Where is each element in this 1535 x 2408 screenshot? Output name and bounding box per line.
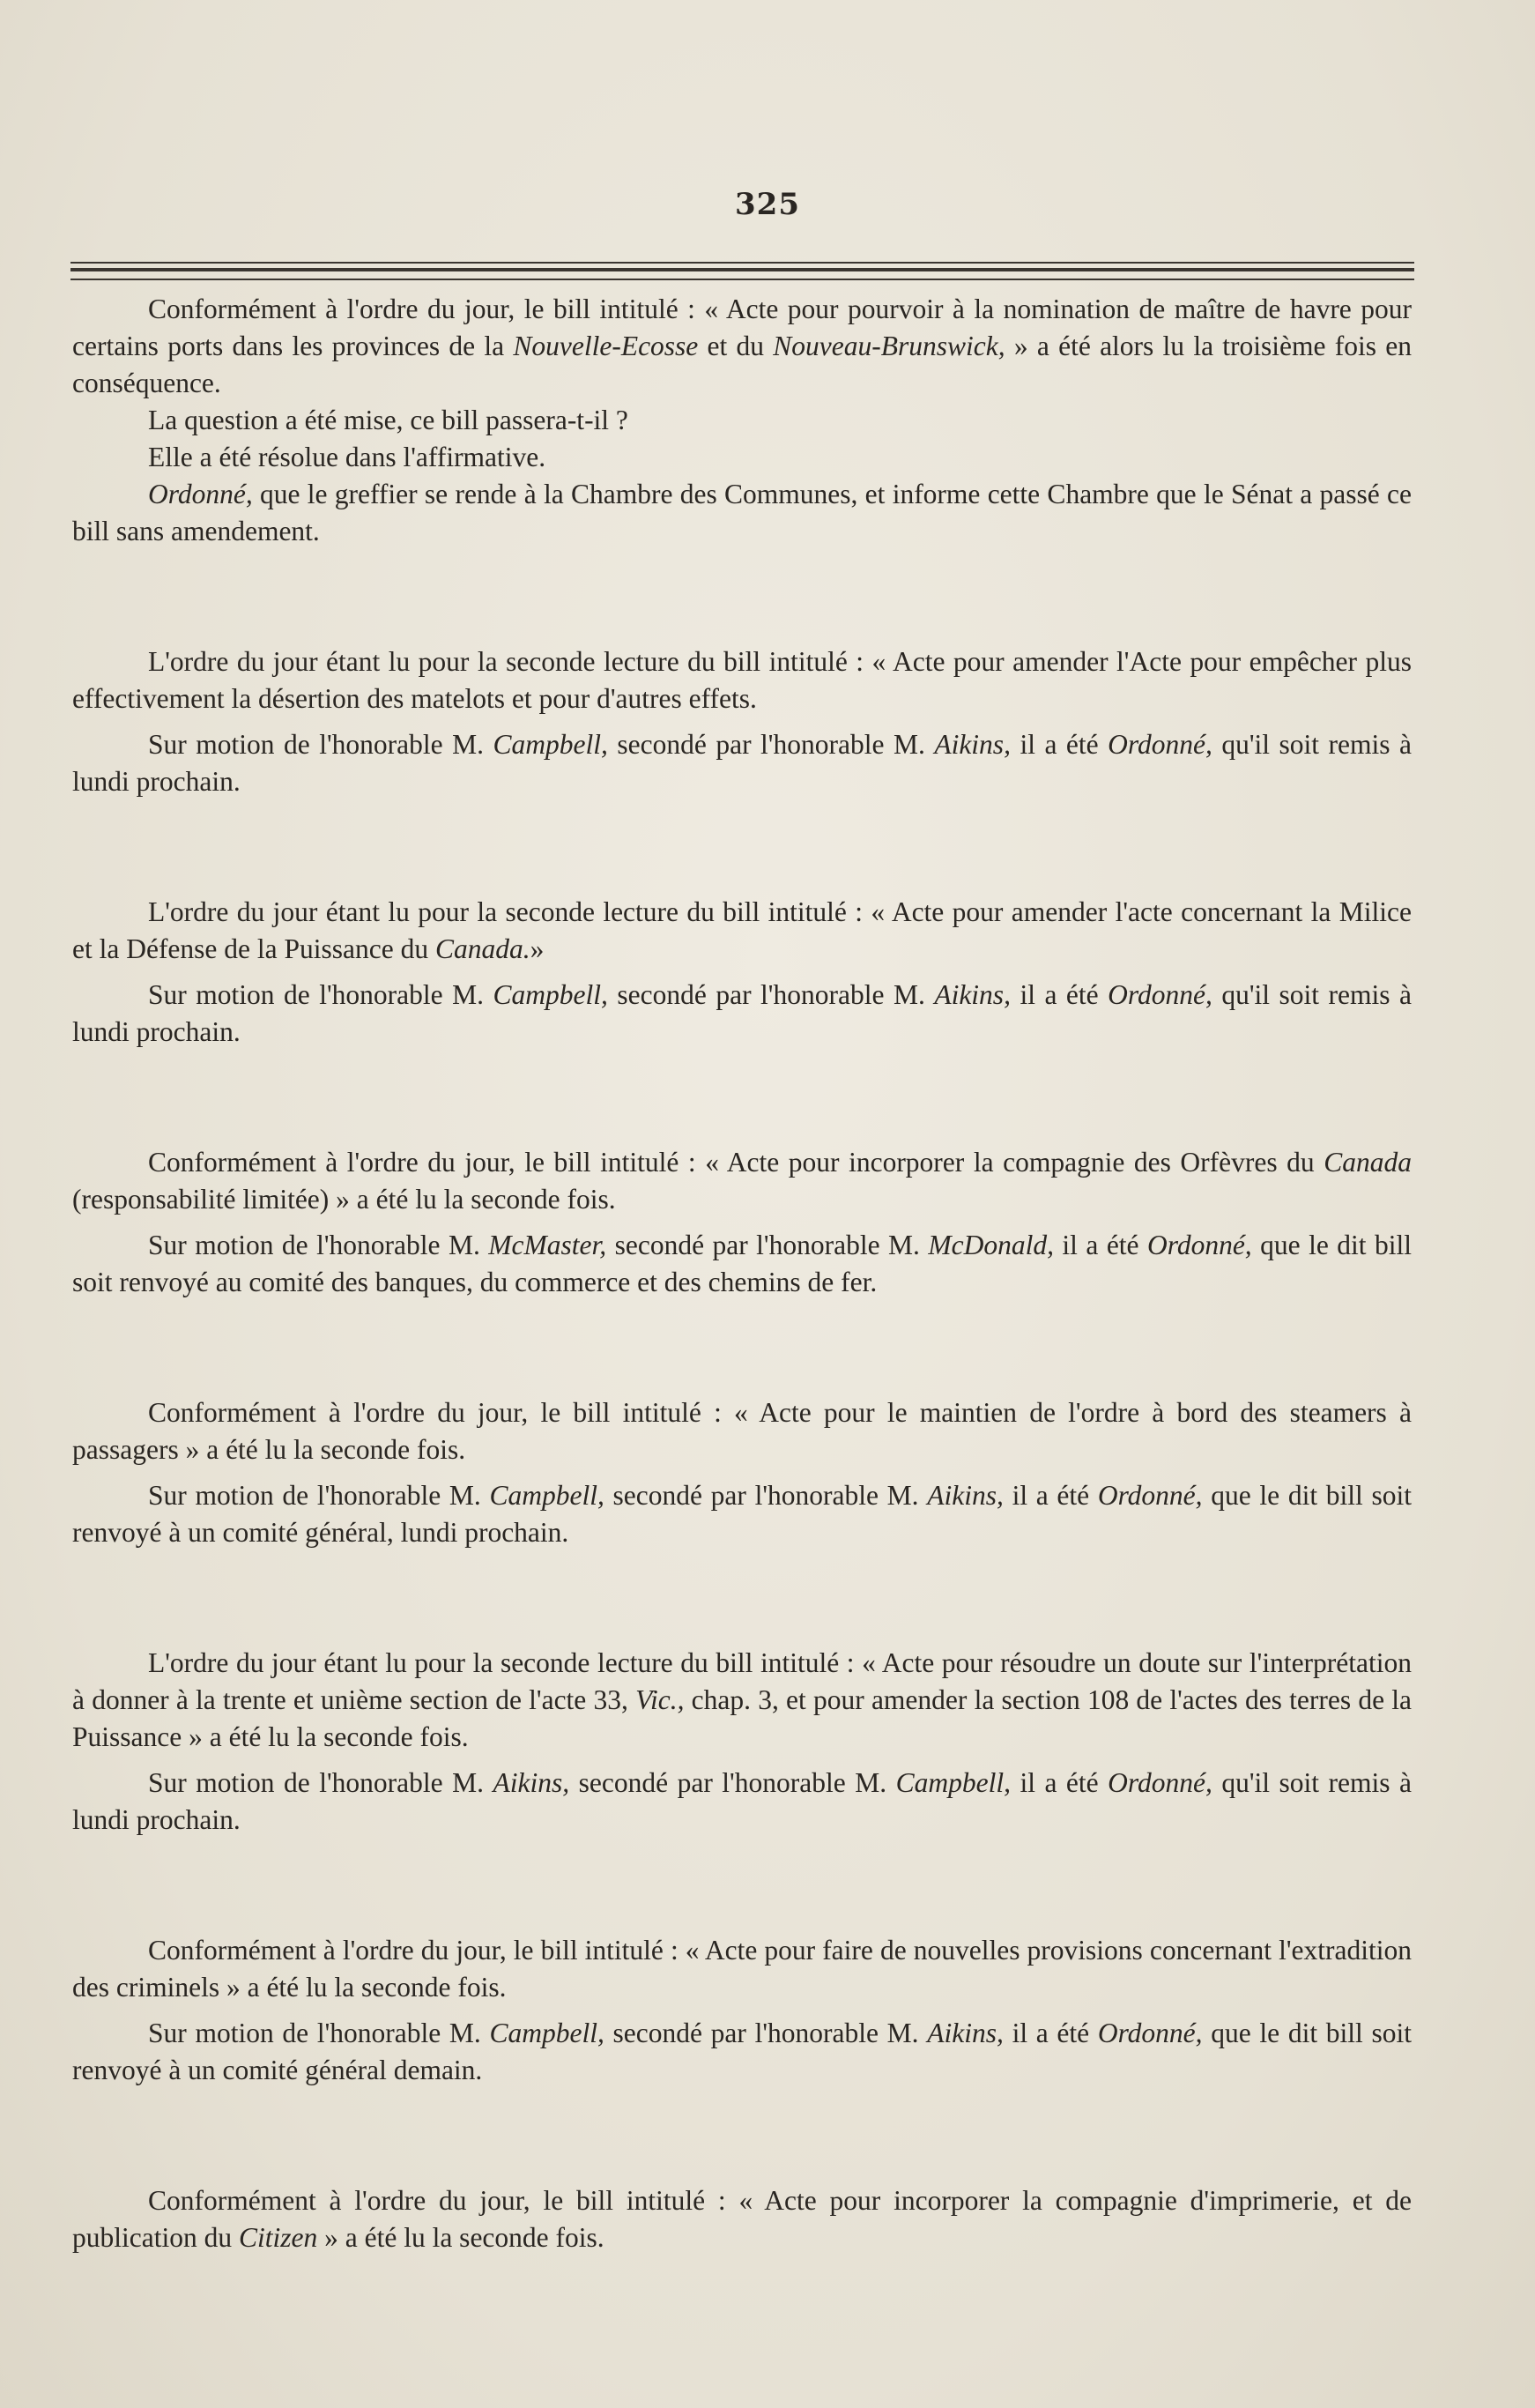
motion-paragraph: Sur motion de l'honorable M. Campbell, secondé par l'honorable M. Aikins, il a été Ordonné, qu'il soit remis à lundi prochain. bbox=[72, 979, 1413, 1047]
entry-citizen-printing-bill bbox=[72, 2182, 1412, 2256]
motion-paragraph: Sur motion de l'honorable M. Campbell, secondé par l'honorable M. Aikins, il a été Ordonné, que le dit bill soit renvoyé à un comité général, lundi prochain. bbox=[72, 1480, 1412, 1548]
motion-paragraph: Sur motion de l'honorable M. McMaster, secondé par l'honorable M. McDonald, il a été Ordonné, que le dit bill soit renvoyé au comité des banques, du commerce et des chemins de fer. bbox=[72, 1230, 1412, 1297]
header-rule-bottom bbox=[70, 279, 1414, 280]
paragraph: L'ordre du jour étant lu pour la seconde lecture du bill intitulé : « Acte pour amender l'acte concernant la Milice et la Défense de la Puissance du Canada.» bbox=[72, 896, 1412, 964]
paragraph: L'ordre du jour étant lu pour la seconde lecture du bill intitulé : « Acte pour résoudre un doute sur l'interprétation à donner à la trente et unième section de l'acte 33, Vic., chap. 3, et pour amender la section 108 de l'actes des terres de la Puissance » a été lu la seconde fois. bbox=[72, 1647, 1412, 1752]
entry-harbour-masters-bill bbox=[72, 291, 1412, 550]
paragraph: Conformément à l'ordre du jour, le bill intitulé : « Acte pour pourvoir à la nomination de maître de havre pour certains ports dans les provinces de la Nouvelle-Ecosse et du Nouveau-Brunswick, » a été alors lu la troisième fois en conséquence. bbox=[72, 294, 1412, 398]
motion-paragraph: Sur motion de l'honorable M. Campbell, secondé par l'honorable M. Aikins, il a été Ordonné, que le dit bill soit renvoyé à un comité général demain. bbox=[72, 2018, 1412, 2085]
paragraph: Conformément à l'ordre du jour, le bill intitulé : « Acte pour incorporer la compagnie des Orfèvres du Canada (responsabilité limitée) » a été lu la seconde fois. bbox=[72, 1147, 1412, 1215]
entry-goldsmiths-company-bill bbox=[72, 1144, 1412, 1301]
motion-paragraph: Sur motion de l'honorable M. Aikins, secondé par l'honorable M. Campbell, il a été Ordonné, qu'il soit remis à lundi prochain. bbox=[72, 1767, 1413, 1835]
header-rule-top bbox=[70, 262, 1414, 264]
paragraph: Elle a été résolue dans l'affirmative. bbox=[148, 442, 546, 472]
paragraph: Conformément à l'ordre du jour, le bill intitulé : « Acte pour incorporer la compagnie d'imprimerie, et de publication du Citizen » a été lu la seconde fois. bbox=[72, 2185, 1412, 2253]
entry-dominion-lands-bill bbox=[72, 1645, 1412, 1839]
entry-militia-defence-bill bbox=[72, 894, 1412, 1051]
paragraph: La question a été mise, ce bill passera-t-il ? bbox=[148, 405, 628, 435]
paragraph: Ordonné, que le greffier se rende à la Chambre des Communes, et informe cette Chambre que le Sénat a passé ce bill sans amendement. bbox=[72, 479, 1412, 546]
motion-paragraph: Sur motion de l'honorable M. Campbell, secondé par l'honorable M. Aikins, il a été Ordonné, qu'il soit remis à lundi prochain. bbox=[72, 729, 1413, 797]
entry-passenger-steamers-bill bbox=[72, 1394, 1412, 1551]
header-rule-middle bbox=[70, 268, 1414, 271]
paragraph: Conformément à l'ordre du jour, le bill intitulé : « Acte pour le maintien de l'ordre à bord des steamers à passagers » a été lu la seconde fois. bbox=[72, 1397, 1412, 1465]
paragraph: L'ordre du jour étant lu pour la seconde lecture du bill intitulé : « Acte pour amender l'Acte pour empêcher plus effectivement la désertion des matelots et pour d'autres effets. bbox=[72, 646, 1412, 714]
journal-text bbox=[72, 291, 1412, 2256]
entry-seamen-desertion-bill bbox=[72, 643, 1412, 800]
entry-extradition-bill bbox=[72, 1932, 1412, 2089]
page-number: 325 bbox=[735, 187, 800, 222]
paragraph: Conformément à l'ordre du jour, le bill intitulé : « Acte pour faire de nouvelles provisions concernant l'extradition des criminels » a été lu la seconde fois. bbox=[72, 1935, 1412, 2003]
